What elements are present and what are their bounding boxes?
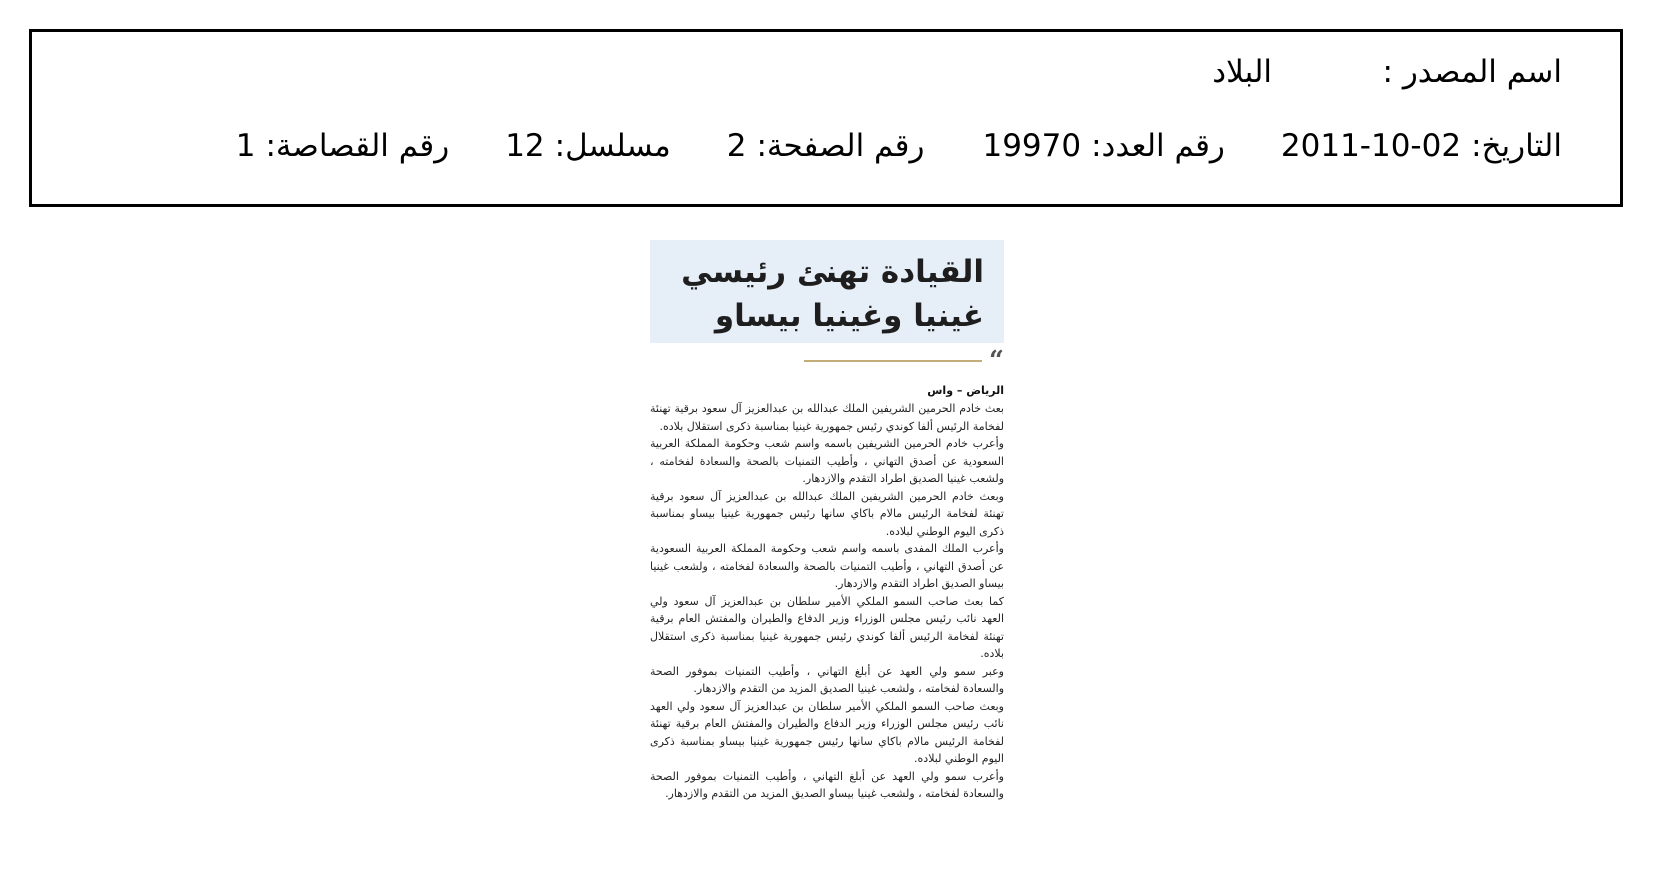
clip-number-label: رقم القصاصة: (265, 128, 450, 164)
article-paragraph: وبعث صاحب السمو الملكي الأمير سلطان بن عبدالعزيز آل سعود ولي العهد نائب رئيس مجلس الوزراء وزير الدفاع والطيران والمفتش العام برقية تهنئة لفخامة الرئيس مالام باكاي سانها رئيس جمهورية غينيا بيساو بمناسبة ذكرى اليوم الوطني لبلاده. (650, 699, 1004, 765)
clip-number-value: 1 (235, 128, 256, 164)
article-paragraph: بعث خادم الحرمين الشريفين الملك عبدالله بن عبدالعزيز آل سعود برقية تهنئة لفخامة الرئيس ألفا كوندي رئيس جمهورية غينيا بمناسبة ذكرى استقلال بلاده. (650, 402, 1004, 433)
source-row (1212, 52, 1562, 92)
date-label: التاريخ: (1471, 128, 1562, 164)
headline-line-1: القيادة تهنئ رئيسي (681, 254, 984, 290)
headline-box (650, 240, 1004, 343)
issue-value: 19970 (982, 128, 1082, 164)
date-value: 2011-10-02 (1280, 128, 1462, 164)
headline-line-2: غينيا وغينيا بيساو (714, 298, 984, 334)
article-paragraph: وأعرب خادم الحرمين الشريفين باسمه واسم شعب وحكومة المملكة العربية السعودية عن أصدق التهاني ، وأطيب التمنيات بالصحة والسعادة لفخامته ، ولشعب غينيا الصديق اطراد التقدم والازدهار. (650, 437, 1004, 485)
article-paragraph: وأعرب سمو ولي العهد عن أبلغ التهاني ، وأطيب التمنيات بموفور الصحة والسعادة لفخامته ، ولشعب غينيا بيساو الصديق المزيد من التقدم والازدهار. (650, 769, 1004, 800)
article-paragraph: وعبر سمو ولي العهد عن أبلغ التهاني ، وأطيب التمنيات بموفور الصحة والسعادة لفخامته ، ولشعب غينيا الصديق المزيد من التقدم والازدهار. (650, 664, 1004, 695)
details-row (236, 126, 1562, 166)
article-headline (681, 250, 984, 338)
source-label: اسم المصدر : (1382, 54, 1562, 90)
decorative-rule (804, 360, 982, 362)
serial-field (505, 126, 671, 166)
article-paragraph: وأعرب الملك المفدى باسمه واسم شعب وحكومة المملكة العربية السعودية عن أصدق التهاني ، وأطيب التمنيات بالصحة والسعادة لفخامته ، ولشعب غينيا بيساو الصديق اطراد التقدم والازدهار. (650, 542, 1004, 590)
quote-mark-icon: “ (989, 346, 1004, 376)
serial-label: مسلسل: (554, 128, 671, 164)
page-label: رقم الصفحة: (756, 128, 925, 164)
article-paragraph: كما بعث صاحب السمو الملكي الأمير سلطان بن عبدالعزيز آل سعود ولي العهد نائب رئيس مجلس الوزراء وزير الدفاع والطيران والمفتش العام برقية تهنئة لفخامة الرئيس ألفا كوندي رئيس جمهورية غينيا بمناسبة ذكرى استقلال بلاده. (650, 594, 1004, 660)
page-field (727, 126, 925, 166)
issue-label: رقم العدد: (1091, 128, 1225, 164)
clipping-metadata-box (29, 29, 1623, 207)
newspaper-clipping (650, 240, 1004, 880)
article-body (650, 382, 1004, 803)
page-value: 2 (726, 128, 747, 164)
article-paragraph: وبعث خادم الحرمين الشريفين الملك عبدالله بن عبدالعزيز آل سعود برقية تهنئة لفخامة الرئيس مالام باكاي سانها رئيس جمهورية غينيا بيساو بمناسبة ذكرى اليوم الوطني لبلاده. (650, 489, 1004, 538)
issue-field (982, 126, 1224, 166)
serial-value: 12 (505, 128, 545, 164)
article-dateline: الرياض – واس (927, 384, 1004, 397)
clip-number-field (236, 126, 449, 166)
date-field (1281, 126, 1562, 166)
source-value: البلاد (1212, 54, 1272, 90)
